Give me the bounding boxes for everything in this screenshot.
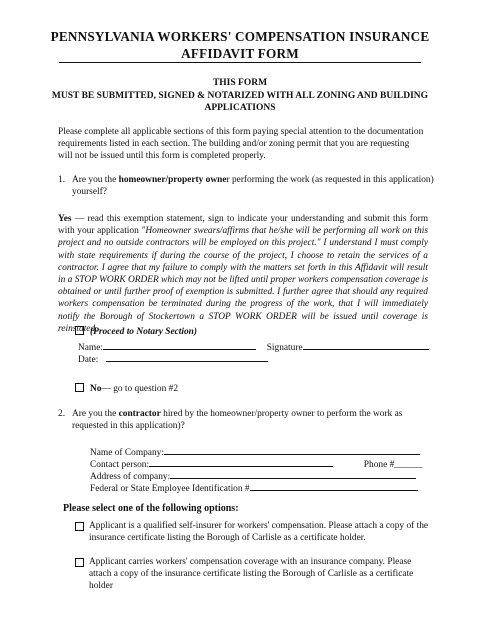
company-name-label: Name of Company: (90, 448, 164, 458)
question-1-bold: homeowner/property owne (118, 175, 227, 185)
question-2-bold: contractor (118, 409, 161, 419)
question-2-number: 2. (58, 409, 66, 419)
no-text: — go to question #2 (101, 384, 179, 394)
options-heading: Please select one of the following options: (63, 503, 239, 514)
form-title (40, 28, 440, 63)
yes-statement-text: "Homeowner swears/affirms that he/she will be performing all work on this project and no outside contractors will be employed on this project." I understand I must comply with state requirements if during the course of the project, I choose to retain the services of a contractor. I agree that my failure to comply with the matters set forth in this Affidavit will result in a STOP WORK ORDER which may not be lifted until proper workers compensation coverage is obtained or until further proof of exemption is submitted. I further agree that should any required workers compensation be terminated during the progress of the work, that I will immediately notify the Borough of Stockertown a STOP WORK ORDER will be issued until coverage is reinstated. (58, 226, 428, 334)
signature-field[interactable] (303, 340, 429, 350)
form-subtitle (40, 77, 440, 115)
phone-label: Phone #______ (363, 460, 423, 470)
company-address-label: Address of company: (90, 472, 171, 482)
question-2-text-before: Are you the (72, 409, 119, 419)
yes-lead-text: — read this exemption statement, sign to indicate your understanding and submit this form with your application (58, 214, 428, 237)
question-2-text-after: hired by the homeowner/property owner to perform the work as requested in this application)? (72, 409, 403, 432)
federal-id-row (90, 481, 418, 495)
yes-label: Yes (58, 214, 72, 224)
insurance-company-option: Applicant carries workers' compensation coverage with an insurance company. Please attach a copy of the insurance certificate listing the Borough of Carlisle as a certificate holder (89, 557, 414, 592)
subtitle-line-3: APPLICATIONS (204, 103, 276, 113)
company-name-field[interactable] (164, 445, 420, 455)
title-underline (59, 62, 421, 63)
notary-checkbox[interactable] (75, 326, 84, 335)
insurance-company-checkbox[interactable] (75, 558, 84, 567)
name-label: Name: (78, 343, 103, 353)
intro-paragraph: Please complete all applicable sections of this form paying special attention to the documentation requirements listed in each section. The building and/or zoning permit that you are requesting will not be issued until this form is completed properly. (58, 127, 424, 162)
question-1-text-before: Are you the (72, 175, 119, 185)
name-field[interactable] (103, 340, 256, 350)
notary-option[interactable] (75, 326, 197, 338)
no-option[interactable] (75, 383, 178, 395)
notary-option-label: (Proceed to Notary Section) (90, 327, 198, 337)
title-line-1: PENNSYLVANIA WORKERS' COMPENSATION INSURANCE (50, 29, 430, 44)
date-label: Date: (78, 355, 99, 365)
date-field[interactable] (106, 352, 268, 362)
contact-person-label: Contact person: (90, 460, 150, 470)
question-2 (72, 408, 438, 432)
subtitle-line-2: MUST BE SUBMITTED, SIGNED & NOTARIZED WITH ALL ZONING AND BUILDING (51, 90, 429, 101)
no-checkbox[interactable] (75, 383, 84, 392)
no-label: No (90, 384, 102, 394)
federal-id-label: Federal or State Employee Identification # (90, 484, 250, 494)
title-line-2: AFFIDAVIT FORM (181, 46, 299, 61)
question-1-text-after: r performing the work (as requested in this application) yourself? (72, 175, 434, 198)
question-1-number: 1. (58, 175, 66, 185)
subtitle-line-1: THIS FORM (212, 78, 268, 88)
yes-exemption-statement (58, 213, 428, 335)
federal-id-field[interactable] (250, 481, 418, 491)
company-address-field[interactable] (170, 469, 416, 479)
self-insurer-option: Applicant is a qualified self-insurer for workers' compensation. Please attach a copy of the insurance certificate listing the Borough of Carlisle as a certificate holder. (89, 521, 429, 544)
signature-label: Signature (266, 343, 303, 353)
contact-person-field[interactable] (149, 457, 333, 467)
self-insurer-checkbox[interactable] (75, 522, 84, 531)
question-1 (72, 174, 434, 198)
notary-date-row (78, 352, 268, 366)
